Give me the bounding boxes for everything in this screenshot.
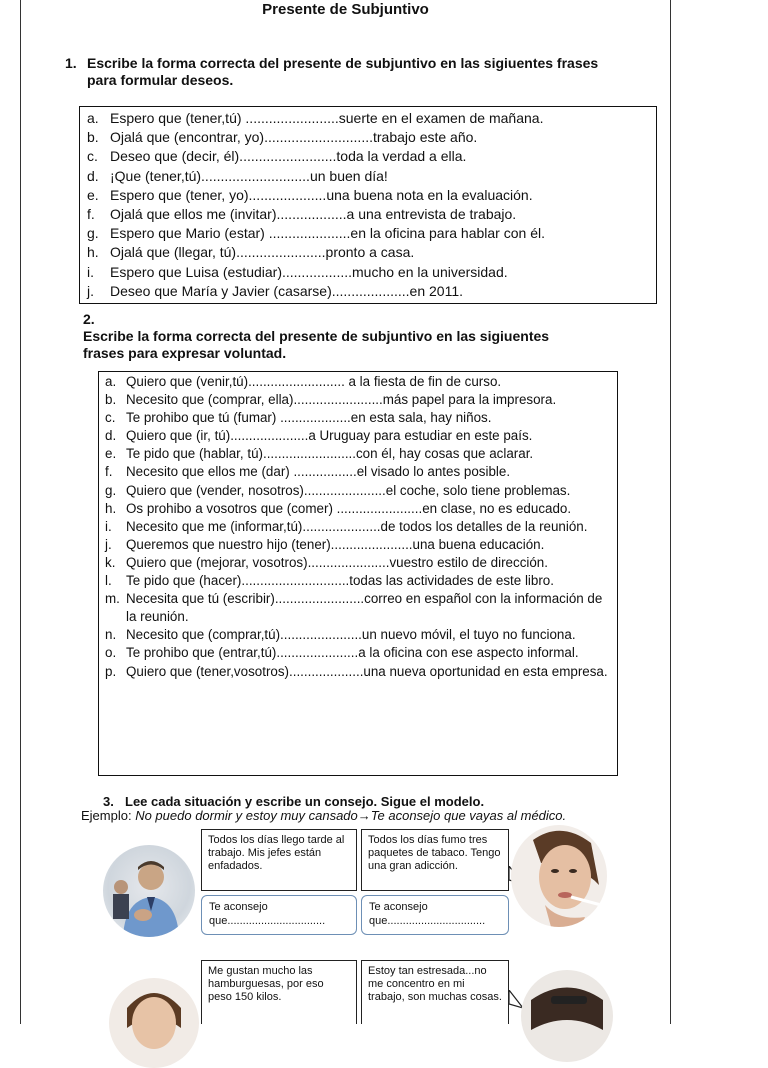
item-letter: l. [105,573,112,589]
list-item [80,224,656,243]
list-item [99,626,617,644]
list-item [80,167,656,186]
item-letter: h. [105,500,117,516]
list-item [99,409,617,427]
item-letter: b. [105,392,117,408]
item-letter: b. [87,129,99,146]
item-text: Necesito que me (informar,tú).....................de todos los detalles de la reunión. [126,518,588,534]
list-item [99,500,617,518]
list-item [99,663,617,681]
item-text: Necesita que tú (escribir)........................correo en español con la información de la reunión. [126,591,603,625]
woman-hamburger-icon [109,978,199,1068]
list-item [80,263,656,282]
item-text: Queremos que nuestro hijo (tener)......................una buena educación. [126,536,545,552]
item-letter: j. [105,536,112,552]
item-text: Necesito que ellos me (dar) .................el visado lo antes posible. [126,464,511,480]
item-letter: i. [87,263,94,280]
item-text: Quiero que (venir,tú).......................... a la fiesta de fin de curso. [126,374,502,389]
list-item [80,128,656,147]
item-text: Espero que Luisa (estudiar)..................mucho en la universidad. [110,263,508,280]
item-letter: o. [105,645,117,661]
list-item [99,572,617,590]
list-item [99,463,617,481]
list-item [99,590,617,626]
situation-card-3: Me gustan mucho las hamburguesas, por eso peso 150 kilos. [201,960,357,1024]
list-item [80,205,656,224]
woman-smoking-icon [511,825,607,927]
list-item [99,518,617,536]
item-text: Ojalá que (encontrar, yo)............................trabajo este año. [110,129,478,146]
situation-card-4: Estoy tan estresada...no me concentro en mi trabajo, son muchas cosas. [361,960,509,1024]
item-text: Quiero que (vender, nosotros)......................el coche, solo tiene problemas. [126,482,571,498]
photo-woman-smoking [511,825,607,927]
stressed-woman-icon [521,970,613,1062]
item-letter: a. [105,374,117,389]
photo-stressed-woman [521,970,613,1062]
item-letter: m. [105,591,120,607]
section1-list [80,107,656,301]
item-letter: j. [87,282,94,299]
item-text: Te prohibo que (entrar,tú)......................a la oficina con ese aspecto informal. [126,645,579,661]
item-text: Necesito que (comprar, ella)........................más papel para la impresora. [126,392,557,408]
list-item [80,243,656,262]
list-item [99,445,617,463]
item-text: Quiero que (mejorar, vosotros)......................vuestro estilo de dirección. [126,554,548,570]
item-letter: c. [105,410,116,426]
item-letter: g. [105,482,117,498]
item-text: Quiero que (ir, tú).....................a Uruguay para estudiar en este país. [126,428,533,444]
list-item [99,554,617,572]
list-item [80,282,656,301]
item-text: Deseo que (decir, él).........................toda la verdad a ella. [110,148,467,165]
item-text: Necesito que (comprar,tú)......................un nuevo móvil, el tuyo no funciona. [126,627,576,643]
example-line: Ejemplo: No puedo dormir y estoy muy cansado→Te aconsejo que vayas al médico. [81,808,567,823]
section2-box [98,371,618,776]
item-text: Deseo que María y Javier (casarse)....................en 2011. [110,282,464,299]
situation-card-2: Todos los días fumo tres paquetes de tabaco. Tengo una gran adicción. [361,829,509,891]
item-letter: g. [87,225,99,242]
item-letter: d. [87,167,99,184]
item-text: Espero que Mario (estar) .....................en la oficina para hablar con él. [110,225,545,242]
item-letter: d. [105,428,117,444]
list-item [80,186,656,205]
item-letter: i. [105,518,112,534]
section1-instruction: 1. Escribe la forma correcta del presente de subjuntivo en las sigiuentes frases para formular deseos. [65,55,599,88]
section1-box [79,106,657,304]
list-item [99,482,617,500]
item-text: Espero que (tener, yo)....................una buena nota en la evaluación. [110,186,533,203]
list-item [99,644,617,662]
man-clapping-icon [103,845,195,937]
item-letter: p. [105,663,117,679]
item-letter: h. [87,244,99,261]
page-title: Presente de Subjuntivo [262,1,429,18]
item-letter: n. [105,627,117,643]
item-text: Te prohibo que tú (fumar) ...................en esta sala, hay niños. [126,410,492,426]
list-item [99,427,617,445]
list-item [99,391,617,409]
section2-instruction: 2.Escribe la forma correcta del presente de subjuntivo en las sigiuentes frases para expresar voluntad. [83,311,550,361]
item-letter: a. [87,110,99,126]
item-text: Ojalá que ellos me (invitar)..................a una entrevista de trabajo. [110,206,517,223]
item-letter: e. [105,446,117,462]
item-text: Te pido que (hacer).............................todas las actividades de este libro. [126,573,554,589]
answer-box-1[interactable]: Te aconsejo que................................ [201,895,357,935]
item-letter: c. [87,148,98,165]
photo-woman-hamburger [109,978,199,1068]
section2-list [99,372,617,681]
item-text: Te pido que (hablar, tú).........................con él, hay cosas que aclarar. [126,446,534,462]
list-item [80,109,656,128]
situation-card-1: Todos los días llego tarde al trabajo. Mis jefes están enfadados. [201,829,357,891]
item-letter: f. [105,464,113,480]
list-item [99,373,617,391]
worksheet-page [20,0,671,1024]
item-text: Ojalá que (llegar, tú).......................pronto a casa. [110,244,415,261]
item-text: ¡Que (tener,tú)............................un buen día! [110,167,388,184]
answer-box-2[interactable]: Te aconsejo que................................ [361,895,509,935]
item-text: Os prohibo a vosotros que (comer) .......................en clase, no es educado. [126,500,572,516]
item-letter: f. [87,206,95,223]
item-letter: e. [87,186,99,203]
section3-instruction: 3. Lee cada situación y escribe un consejo. Sigue el modelo. [103,794,485,809]
photo-man-clapping [103,845,195,937]
list-item [80,147,656,166]
item-text: Quiero que (tener,vosotros)....................una nueva oportunidad en esta empresa. [126,663,608,679]
item-text: Espero que (tener,tú) ........................suerte en el examen de mañana. [110,110,544,126]
list-item [99,536,617,554]
item-letter: k. [105,554,116,570]
